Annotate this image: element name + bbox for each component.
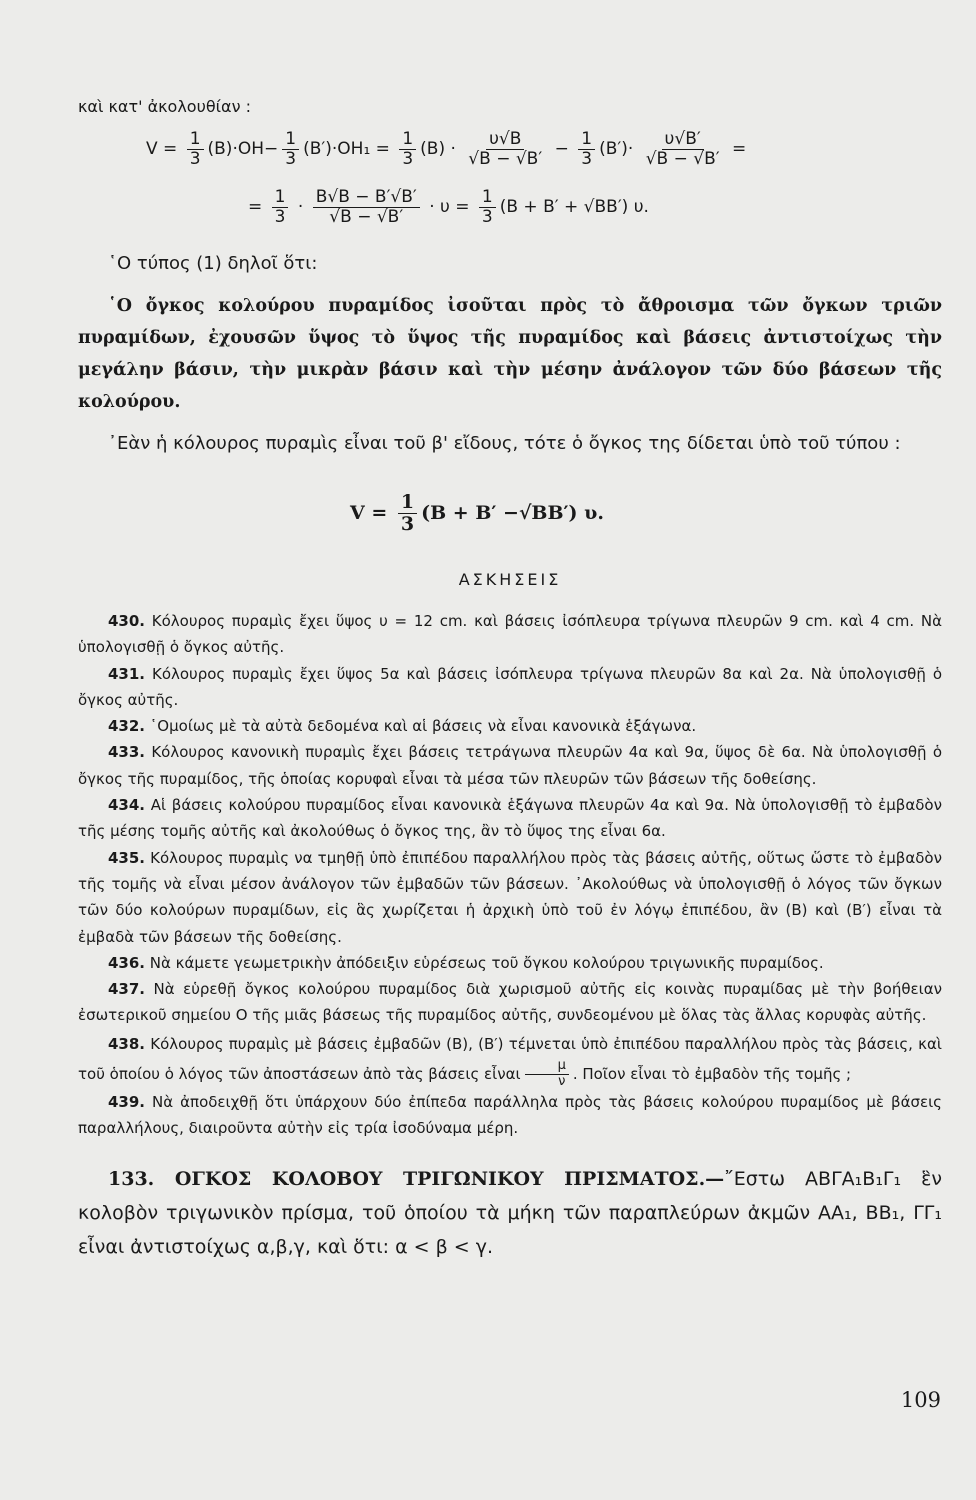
exercise-text: Κόλουρος πυραμὶς μὲ βάσεις ἐμβαδῶν (B), (B′) τέμνεται ὑπὸ ἐπιπέδου παραλλήλου πρὸς τὰς βάσεις, καὶ τοῦ ὁποίου ὁ λόγος τῶν ἀποστάσεων ἀπὸ τὰς βάσεις εἶναι	[78, 1034, 942, 1083]
equation-1	[146, 130, 746, 168]
exercise-text: Νὰ εὑρεθῇ ὄγκος κολούρου πυραμίδος διὰ χωρισμοῦ αὐτῆς εἰς κοινὰς πυραμίδας μὲ τὴν βοήθειαν ἐσωτερικοῦ σημείου Ο τῆς μιᾶς βάσεως τῆς πυραμίδος αὐτῆς, συνδεομένου μὲ ὅλας τὰς ἄλλας κορυφὰς αὐτῆς.	[78, 980, 942, 1025]
equation-fraction	[282, 130, 299, 168]
equation-term: (B + B′ −√BB′) υ.	[421, 502, 604, 525]
fraction-numerator: 1	[399, 130, 416, 150]
exercise-number: 436.	[108, 953, 146, 972]
exercise-number: 433.	[108, 743, 146, 762]
exercise-437	[78, 976, 942, 1029]
equation-term: V =	[350, 502, 394, 525]
fraction-denominator: 3	[402, 148, 414, 169]
equation-fraction	[398, 492, 417, 535]
ratio-fraction	[525, 1059, 569, 1089]
exercise-text: Κόλουρος πυραμὶς ἔχει ὕψος 5α καὶ βάσεις ἰσόπλευρα τρίγωνα πλευρῶν 8α καὶ 2α. Νὰ ὑπολογισθῇ ὁ ὄγκος αὐτῆς.	[78, 664, 942, 709]
fraction-numerator: μ	[525, 1059, 569, 1074]
fraction-denominator: 3	[481, 206, 493, 227]
fraction-numerator: 1	[282, 130, 299, 150]
exercise-438	[78, 1029, 942, 1089]
exercise-435	[78, 845, 942, 950]
fraction-denominator: 3	[285, 148, 297, 169]
exercise-number: 434.	[108, 796, 146, 815]
equation-fraction	[313, 188, 420, 226]
exercises-heading: ΑΣΚΗΣΕΙΣ	[458, 570, 562, 589]
fraction-denominator: √B − √B′	[329, 206, 404, 227]
exercise-number: 437.	[108, 980, 146, 999]
fraction-numerator: υ√B	[486, 130, 524, 150]
exercise-list	[78, 608, 942, 1142]
exercise-431	[78, 661, 942, 714]
equation-term: =	[248, 197, 268, 218]
fraction-numerator: 1	[187, 130, 204, 150]
exercise-439	[78, 1089, 942, 1142]
exercise-number: 438.	[108, 1034, 146, 1053]
equation-term: (B)·OH−	[207, 139, 279, 160]
exercise-number: 431.	[108, 664, 146, 683]
equation-fraction	[465, 130, 545, 168]
exercise-number: 430.	[108, 612, 146, 630]
section-text: ῎Εστω ΑΒΓΑ₁Β₁Γ₁ ἓν κολοβὸν τριγωνικὸν πρίσμα, τοῦ ὁποίου τὰ μήκη τῶν παραπλεύρων ἀκμῶν ΑΑ₁, ΒΒ₁, ΓΓ₁ εἶναι ἀντιστοίχως α,β,γ, καὶ ὅτι: α < β < γ.	[78, 1168, 942, 1258]
exercise-text: . Ποῖον εἶναι τὸ ἐμβαδὸν τῆς τομῆς ;	[572, 1064, 852, 1083]
fraction-denominator: √B − √B′	[468, 148, 543, 169]
exercise-text: Κόλουρος κανονικὴ πυραμὶς ἔχει βάσεις τετράγωνα πλευρῶν 4α καὶ 9α, ὕψος δὲ 6α. Νὰ ὑπολογισθῇ ὁ ὄγκος τῆς πυραμίδος, τῆς ὁποίας κορυφαὶ εἶναι τὰ μέσα τῶν πλευρῶν τῶν βάσεων τῆς δοθείσης.	[78, 743, 942, 788]
equation-fraction	[399, 130, 416, 168]
theorem: ῾Ο ὄγκος κολούρου πυραμίδος ἰσοῦται πρὸς τὸ ἄθροισμα τῶν ὄγκων τριῶν πυραμίδων, ἐχουσῶν ὕψος τὸ ὕψος τῆς πυραμίδος καὶ βάσεις ἀντιστοίχως τὴν μεγάλην βάσιν, τὴν μικρὰν βάσιν καὶ τὴν μέσην ἀνάλογον τῶν δύο βάσεων τῆς κολούρου.	[78, 296, 942, 412]
fraction-denominator: 3	[274, 206, 286, 227]
equation-3	[350, 492, 604, 535]
fraction-numerator: B√B − B′√B′	[313, 188, 420, 208]
exercise-436	[78, 950, 942, 976]
equation-term: (B + B′ + √BB′) υ.	[499, 197, 649, 218]
fraction-numerator: 1	[479, 188, 496, 208]
equation-2	[248, 188, 649, 226]
equation-term: ·	[292, 197, 309, 218]
equation-term: (B′)·OH₁ =	[303, 139, 396, 160]
exercise-430	[78, 608, 942, 661]
fraction-numerator: 1	[398, 492, 417, 514]
fraction-numerator: 1	[578, 130, 595, 150]
page-number: 109	[900, 1388, 941, 1412]
fraction-denominator: 3	[400, 512, 415, 535]
fraction-numerator: 1	[272, 188, 289, 208]
equation-term: (B) ·	[420, 139, 462, 160]
equation-term: (B′)·	[599, 139, 639, 160]
exercise-text: Κόλουρος πυραμὶς ἔχει ὕψος υ = 12 cm. καὶ βάσεις ἰσόπλευρα τρίγωνα πλευρῶν 9 cm. καὶ 4 cm. Νὰ ὑπολογισθῇ ὁ ὄγκος αὐτῆς.	[78, 612, 942, 657]
second-kind-text: ᾽Εὰν ἡ κόλουρος πυραμὶς εἶναι τοῦ β' εἴδους, τότε ὁ ὄγκος της δίδεται ὑπὸ τοῦ τύπου :	[108, 433, 901, 454]
exercise-text: Αἱ βάσεις κολούρου πυραμίδος εἶναι κανονικὰ ἑξάγωνα πλευρῶν 4α καὶ 9α. Νὰ ὑπολογισθῇ τὸ ἐμβαδὸν τῆς μέσης τομῆς αὐτῆς καὶ ἀκολούθως ὁ ὄγκος της, ἂν τὸ ὕψος της εἶναι 6α.	[78, 796, 942, 841]
equation-fraction	[643, 130, 723, 168]
exercise-text: Κόλουρος πυραμὶς να τμηθῇ ὑπὸ ἐπιπέδου παραλλήλου πρὸς τὰς βάσεις αὐτῆς, οὕτως ὥστε τὸ ἐμβαδὸν τῆς τομῆς νὰ εἶναι μέσον ἀνάλογον τῶν ἐμβαδῶν τῶν βάσεων. ᾽Ακολούθως νὰ ὑπολογισθῇ ὁ λόγος τῶν ὄγκων τῶν δύο κολούρων πυραμίδων, εἰς ἃς χωρίζεται ἡ ἀρχικὴ ὑπὸ τοῦ ἐν λόγῳ ἐπιπέδου, ἂν (B) καὶ (B′) εἶναι τὰ ἐμβαδὰ τῶν βάσεων τῆς δοθείσης.	[78, 848, 942, 946]
exercise-text: ῾Ομοίως μὲ τὰ αὐτὰ δεδομένα καὶ αἱ βάσεις νὰ εἶναι κανονικὰ ἑξάγωνα.	[149, 717, 697, 736]
fraction-denominator: √B − √B′	[645, 148, 720, 169]
equation-fraction	[187, 130, 204, 168]
equation-term: −	[549, 139, 575, 160]
section-title: 133. ΟΓΚΟΣ ΚΟΛΟΒΟΥ ΤΡΙΓΩΝΙΚΟΥ ΠΡΙΣΜΑΤΟΣ.—	[108, 1168, 725, 1190]
fraction-denominator: 3	[189, 148, 201, 169]
equation-fraction	[479, 188, 496, 226]
exercise-434	[78, 792, 942, 845]
exercise-number: 439.	[108, 1093, 146, 1112]
equation-term: =	[726, 139, 747, 160]
exercise-text: Νὰ κάμετε γεωμετρικὴν ἀπόδειξιν εὑρέσεως τοῦ ὄγκου κολούρου τριγωνικῆς πυραμίδος.	[149, 953, 824, 972]
exercise-433	[78, 739, 942, 792]
equation-term: V =	[146, 139, 183, 160]
fraction-denominator: ν	[558, 1073, 566, 1089]
exercise-number: 435.	[108, 848, 146, 867]
fraction-denominator: 3	[581, 148, 593, 169]
equation-term: · υ =	[423, 197, 475, 218]
formula-statement: ῾Ο τύπος (1) δηλοῖ ὅτι:	[108, 253, 318, 274]
exercise-432	[78, 713, 942, 739]
fraction-numerator: υ√B′	[662, 130, 704, 150]
exercise-number: 432.	[108, 717, 146, 736]
equation-fraction	[272, 188, 289, 226]
exercise-text: Νὰ ἀποδειχθῇ ὅτι ὑπάρχουν δύο ἐπίπεδα παράλληλα πρὸς τὰς βάσεις κολούρου πυραμίδος μὲ βάσεις παραλλήλους, διαιροῦντα αὐτὴν εἰς τρία ἰσοδύναμα μέρη.	[78, 1093, 942, 1138]
intro-line: καὶ κατ' ἀκολουθίαν :	[78, 97, 252, 116]
equation-fraction	[578, 130, 595, 168]
section-133	[78, 1162, 942, 1264]
